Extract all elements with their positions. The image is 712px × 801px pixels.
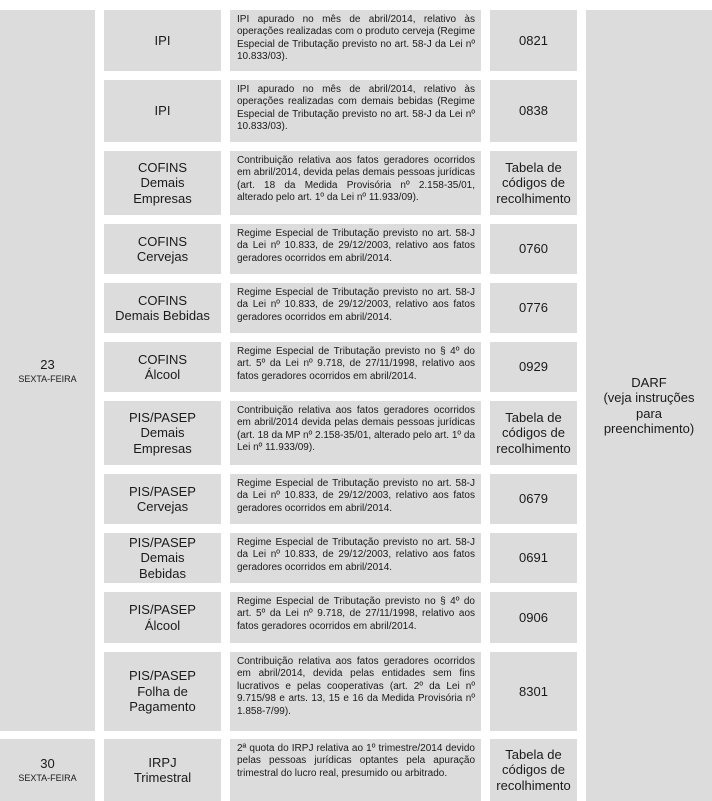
- tax-name-cell: IPI: [104, 10, 221, 71]
- darf-title: DARF: [631, 374, 667, 390]
- darf-note: (veja instruções para preenchimento): [603, 390, 695, 436]
- description-cell: Regime Especial de Tributação previsto no art. 58-J da Lei nº 10.833, de 29/12/2003, relativo aos fatos geradores ocorridos em abril/2014.: [230, 533, 481, 583]
- revenue-code-cell: 0838: [490, 80, 577, 142]
- description-cell: Regime Especial de Tributação previsto no § 4º do art. 5º da Lei nº 9.718, de 27/11/1998, relativo aos fatos geradores ocorridos em abril/2014.: [230, 592, 481, 643]
- tax-name-cell: IRPJ Trimestral: [104, 739, 221, 801]
- description-cell: IPI apurado no mês de abril/2014, relativo às operações realizadas com o produto cerveja (Regime Especial de Tributação previsto no art. 58-J da Lei nº 10.833/03).: [230, 10, 481, 71]
- description-cell: IPI apurado no mês de abril/2014, relativo às operações realizadas com demais bebidas (Regime Especial de Tributação previsto no art. 58-J da Lei nº 10.833/03).: [230, 80, 481, 142]
- due-day: 23: [40, 356, 55, 372]
- due-weekday: SEXTA-FEIRA: [18, 773, 77, 783]
- tax-name-cell: COFINS Demais Bebidas: [104, 283, 221, 333]
- revenue-code-cell: 0691: [490, 533, 577, 583]
- revenue-code-cell: 0929: [490, 342, 577, 392]
- revenue-code-cell: Tabela de códigos de recolhimento: [490, 739, 577, 801]
- revenue-code-cell: 0760: [490, 224, 577, 274]
- revenue-code-cell: 0679: [490, 474, 577, 524]
- tax-name-cell: COFINS Álcool: [104, 342, 221, 392]
- revenue-code-cell: 0821: [490, 10, 577, 71]
- description-cell: Regime Especial de Tributação previsto no art. 58-J da Lei nº 10.833, de 29/12/2003, relativo aos fatos geradores ocorridos em abril/2014.: [230, 474, 481, 524]
- tax-name-cell: COFINS Cervejas: [104, 224, 221, 274]
- revenue-code-cell: Tabela de códigos de recolhimento: [490, 401, 577, 465]
- description-cell: Regime Especial de Tributação previsto no art. 58-J da Lei nº 10.833, de 29/12/2003, relativo aos fatos geradores ocorridos em abril/2014.: [230, 283, 481, 333]
- due-date-cell: [0, 739, 95, 801]
- description-cell: Contribuição relativa aos fatos geradores ocorridos em abril/2014, devida pelas entidades sem fins lucrativos e pelas cooperativas (art. 2º da Lei nº 9.715/98 e arts. 13, 15 e 16 da Medida Provisória nº 1.858-7/99).: [230, 652, 481, 731]
- description-cell: 2ª quota do IRPJ relativa ao 1º trimestre/2014 devido pelas pessoas jurídicas optantes pela apuração trimestral do lucro real, presumido ou arbitrado.: [230, 739, 481, 801]
- tax-name-cell: PIS/PASEP Álcool: [104, 592, 221, 643]
- description-cell: Regime Especial de Tributação previsto no art. 58-J da Lei nº 10.833, de 29/12/2003, relativo aos fatos geradores ocorridos em abril/2014.: [230, 224, 481, 274]
- description-cell: Contribuição relativa aos fatos geradores ocorridos em abril/2014 devida pelas demais pessoas jurídicas (art. 18 da MP nº 2.158-35/01, alterado pelo art. 1º da Lei nº 11.933/09).: [230, 401, 481, 465]
- tax-name-cell: COFINS Demais Empresas: [104, 151, 221, 215]
- revenue-code-cell: Tabela de códigos de recolhimento: [490, 151, 577, 215]
- due-weekday: SEXTA-FEIRA: [18, 373, 77, 384]
- revenue-code-cell: 0906: [490, 592, 577, 643]
- revenue-code-cell: 0776: [490, 283, 577, 333]
- description-cell: Contribuição relativa aos fatos geradores ocorridos em abril/2014, devida pelas demais pessoas jurídicas (art. 18 da Medida Provisória nº 2.158-35/01, alterado pelo art. 1º da Lei nº 11.933/09).: [230, 151, 481, 215]
- tax-name-cell: PIS/PASEP Cervejas: [104, 474, 221, 524]
- due-day: 30: [40, 756, 55, 771]
- revenue-code-cell: 8301: [490, 652, 577, 731]
- due-date-cell: [0, 10, 95, 731]
- tax-name-cell: PIS/PASEP Demais Bebidas: [104, 533, 221, 583]
- tax-name-cell: PIS/PASEP Demais Empresas: [104, 401, 221, 465]
- tax-name-cell: PIS/PASEP Folha de Pagamento: [104, 652, 221, 731]
- description-cell: Regime Especial de Tributação previsto no § 4º do art. 5º da Lei nº 9.718, de 27/11/1998, relativo aos fatos geradores ocorridos em abril/2014.: [230, 342, 481, 392]
- tax-name-cell: IPI: [104, 80, 221, 142]
- darf-cell: [586, 10, 712, 801]
